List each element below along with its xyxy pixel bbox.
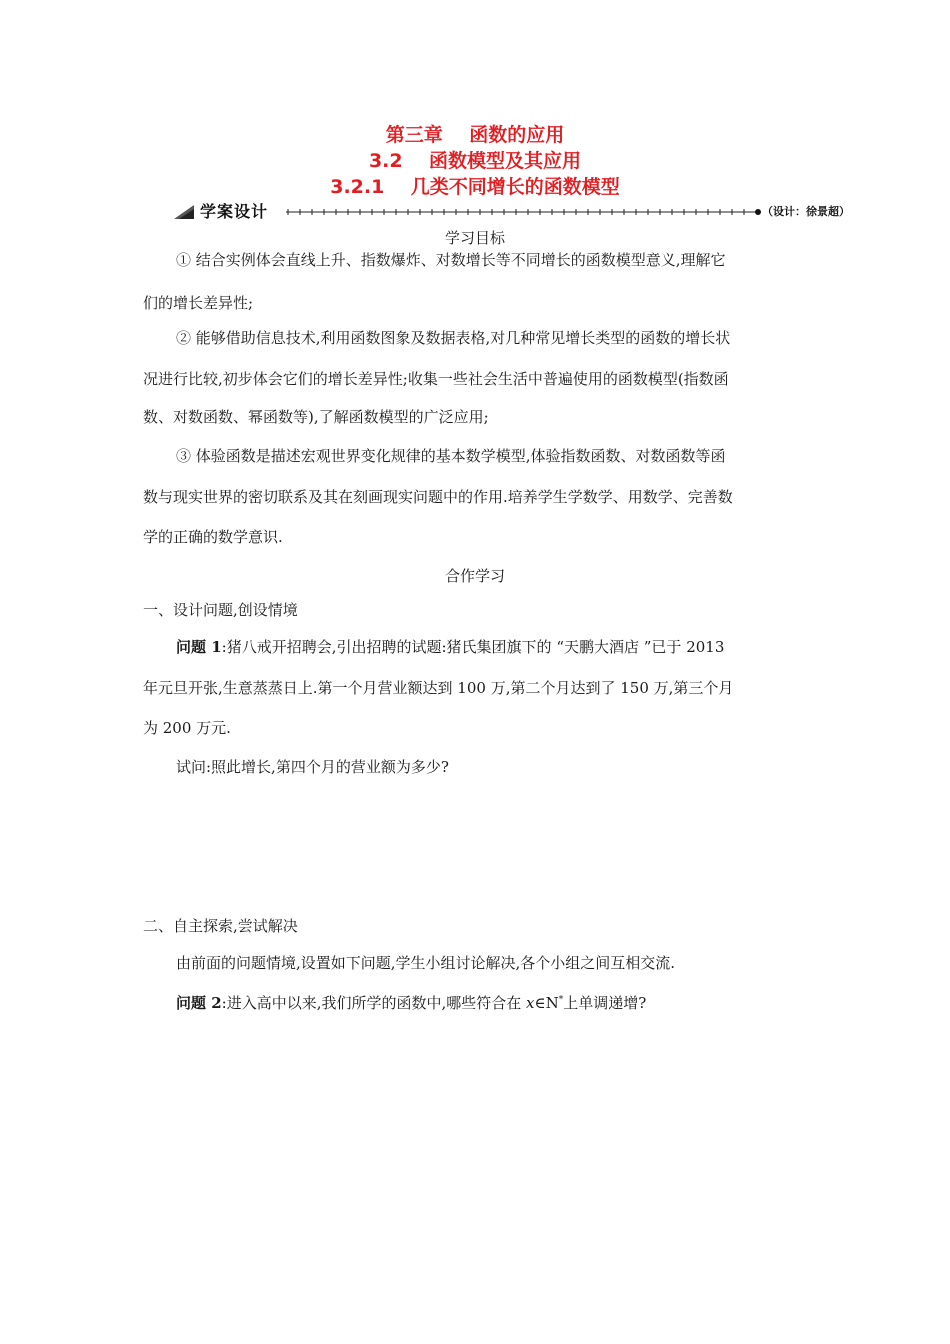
question-2-label: 问题 2	[176, 994, 222, 1012]
goal-1-line-1: ① 结合实例体会直线上升、指数爆炸、对数增长等不同增长的函数模型意义,理解它	[176, 251, 726, 269]
question-2-set-sup: *	[558, 995, 564, 1005]
goal-2-line-1: ② 能够借助信息技术,利用函数图象及数据表格,对几种常见增长类型的函数的增长状	[176, 329, 731, 347]
goal-3-line-1: ③ 体验函数是描述宏观世界变化规律的基本数学模型,体验指数函数、对数函数等函	[176, 447, 726, 465]
subsection-title: 3.2.1 几类不同增长的函数模型	[330, 176, 620, 198]
goal-1-line-2: 们的增长差异性;	[143, 294, 254, 312]
section-banner	[172, 202, 862, 222]
banner-label: 学案设计	[200, 202, 269, 221]
question-2-variable: x	[526, 994, 535, 1012]
chapter-title: 第三章 函数的应用	[385, 124, 565, 146]
goal-3-line-2: 数与现实世界的密切联系及其在刻画现实问题中的作用.培养学生学数学、用数学、完善数	[143, 488, 733, 506]
goals-heading: 学习目标	[444, 229, 505, 247]
goal-2-line-2: 况进行比较,初步体会它们的增长差异性;收集一些社会生活中普遍使用的函数模型(指数函	[143, 370, 729, 388]
goal-3-line-3: 学的正确的数学意识.	[143, 528, 283, 546]
part-2-heading: 二、自主探索,尝试解决	[143, 917, 298, 935]
question-2-set: ∈N	[534, 994, 559, 1012]
banner-credit: （设计：徐景超）	[762, 205, 850, 218]
part-2-intro: 由前面的问题情境,设置如下问题,学生小组讨论解决,各个小组之间互相交流.	[176, 954, 676, 972]
dotted-rule	[286, 206, 764, 218]
goal-2-line-3: 数、对数函数、幂函数等),了解函数模型的广泛应用;	[143, 408, 489, 426]
part-1-heading: 一、设计问题,创设情境	[143, 601, 298, 619]
pencil-icon	[172, 204, 196, 220]
section-title: 3.2 函数模型及其应用	[368, 150, 582, 172]
question-2-text-b: 上单调递增?	[563, 994, 647, 1012]
question-1-line-2: 年元旦开张,生意蒸蒸日上.第一个月营业额达到 100 万,第二个月达到了 150 万,第三个月	[143, 679, 734, 697]
title-block	[0, 122, 950, 200]
question-2	[176, 990, 646, 1013]
question-1-label: 问题 1	[176, 638, 222, 656]
question-1-line-1	[176, 637, 724, 657]
question-2-text-a: :进入高中以来,我们所学的函数中,哪些符合在	[221, 994, 527, 1012]
question-1-text: :猪八戒开招聘会,引出招聘的试题:猪氏集团旗下的 “天鹏大酒店 ”已于 2013	[221, 638, 725, 656]
question-1-ask: 试问:照此增长,第四个月的营业额为多少?	[176, 758, 449, 776]
question-1-line-3: 为 200 万元.	[143, 719, 231, 737]
coop-heading: 合作学习	[444, 567, 505, 585]
